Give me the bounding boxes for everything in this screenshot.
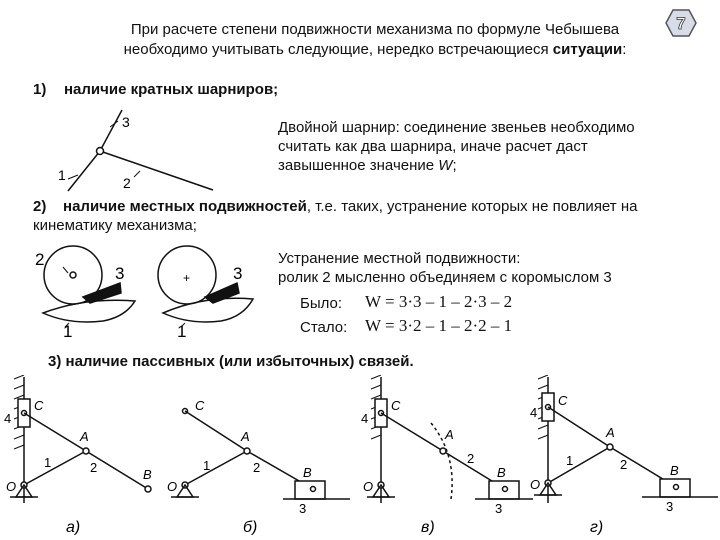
fig-a-label-o: O: [6, 479, 17, 494]
fig-b-label-b: B: [303, 465, 312, 480]
fig-a-label-2: 2: [90, 460, 98, 475]
cam-1-left: [43, 300, 135, 322]
item2-title-rest: , т.е. таких, устранение которых не повлияет на: [306, 198, 638, 215]
label-1: 1: [58, 167, 66, 183]
item2-number: 2): [33, 198, 47, 215]
local-mobility-diagram: [25, 245, 265, 345]
fig-g-label-a: A: [606, 425, 615, 440]
item1-title: наличие кратных шарниров;: [64, 81, 279, 98]
hexagon-badge-icon: [664, 8, 698, 38]
fig-v-label-4: 4: [361, 411, 369, 426]
slide-number-badge: [664, 8, 698, 38]
item1-desc-w: W: [438, 157, 453, 174]
item2-heading-line-2: кинематику механизма;: [33, 217, 197, 234]
fig-v-caption: в): [421, 519, 435, 535]
fig2-label-2: 2: [35, 250, 45, 269]
label-3: 3: [122, 114, 130, 130]
fig-a-caption: а): [66, 519, 81, 535]
fig-g-label-o: O: [530, 477, 541, 492]
fig2-plus: +: [183, 271, 191, 285]
fig-a-label-b: B: [143, 467, 152, 482]
item1-desc-semicolon: ;: [452, 157, 457, 174]
figure-v: [355, 375, 538, 535]
item1-desc-line-2: считать как два шарнира, иначе расчет даст: [278, 138, 588, 155]
link-2: [100, 151, 213, 190]
fig-v-label-3: 3: [495, 501, 503, 516]
header-line-2-bold: ситуации: [552, 41, 623, 58]
fig-a-label-1: 1: [44, 455, 52, 470]
item2-heading: [33, 197, 703, 235]
fig-v-label-a: A: [445, 427, 454, 442]
after-formula: W = 3·2 – 1 – 2·2 – 1: [365, 316, 513, 335]
fig-g-label-3: 3: [666, 499, 674, 514]
figure-a: [0, 375, 170, 535]
fig-g-label-1: 1: [566, 453, 574, 468]
fig-a-label-c: C: [34, 398, 44, 413]
fig-b-label-a: A: [241, 429, 250, 444]
figure-b: [165, 375, 355, 535]
item1-desc-line-3: [278, 156, 635, 175]
fig2-label-1: 1: [63, 322, 73, 341]
item2-heading-line-1: [33, 197, 703, 216]
header-line-2: [95, 40, 655, 60]
double-joint: [97, 148, 104, 155]
fig-v-label-o: O: [363, 479, 374, 494]
item3-title: 3) наличие пассивных (или избыточных) связей.: [48, 353, 414, 370]
item2-desc-line-1: Устранение местной подвижности:: [278, 250, 521, 267]
fig2-label-3: 3: [115, 264, 125, 283]
fig2-label-r1: 1: [177, 322, 187, 341]
item1-desc-line-3-text: завышенное значение: [278, 157, 439, 174]
fig-a-label-a: A: [80, 429, 89, 444]
link-1: [68, 151, 100, 191]
item2-desc-line-2: ролик 2 мысленно объединяем с коромыслом 3: [278, 269, 612, 286]
double-joint-diagram: [50, 105, 220, 200]
header-line-2-colon: :: [622, 41, 627, 58]
fig-v-label-c: C: [391, 398, 401, 413]
fig-b-label-c: C: [195, 398, 205, 413]
fig-v-label-b: B: [497, 465, 506, 480]
fig-g-label-c: C: [558, 393, 568, 408]
figure-g: [530, 375, 720, 535]
fig-b-label-o: O: [167, 479, 178, 494]
crank-oa: [24, 451, 86, 485]
header-line-1: При расчете степени подвижности механизма по формуле Чебышева: [130, 21, 620, 38]
fig-v-label-2: 2: [467, 451, 475, 466]
fig-g-label-2: 2: [620, 457, 628, 472]
fig-b-label-1: 1: [203, 458, 211, 473]
fig-b-caption: б): [243, 519, 258, 535]
fig-g-caption: г): [590, 519, 604, 535]
fig-b-label-2: 2: [253, 460, 261, 475]
fig-b-label-3: 3: [299, 501, 307, 516]
before-label: Было:: [300, 295, 343, 312]
item1-desc-line-1: Двойной шарнир: соединение звеньев необходимо: [278, 119, 635, 136]
header-line-2-text: необходимо учитывать следующие, нередко встречающиеся: [123, 41, 553, 58]
fig-g-label-b: B: [670, 463, 679, 478]
fig-g-label-4: 4: [530, 405, 538, 420]
link-ca: [24, 413, 86, 451]
slide-header: [95, 20, 655, 60]
slide-number: 7: [676, 14, 686, 33]
label-2: 2: [123, 175, 131, 191]
fig2-label-r3: 3: [233, 264, 243, 283]
before-formula: W = 3·3 – 1 – 2·3 – 2: [365, 292, 513, 311]
link-3: [100, 110, 122, 151]
item2-title-bold: наличие местных подвижностей: [63, 198, 307, 215]
fig-a-label-4: 4: [4, 411, 12, 426]
item1-description: [278, 118, 635, 175]
item1-number: 1): [33, 81, 47, 98]
item2-description: [278, 249, 612, 287]
after-label: Стало:: [300, 319, 348, 336]
